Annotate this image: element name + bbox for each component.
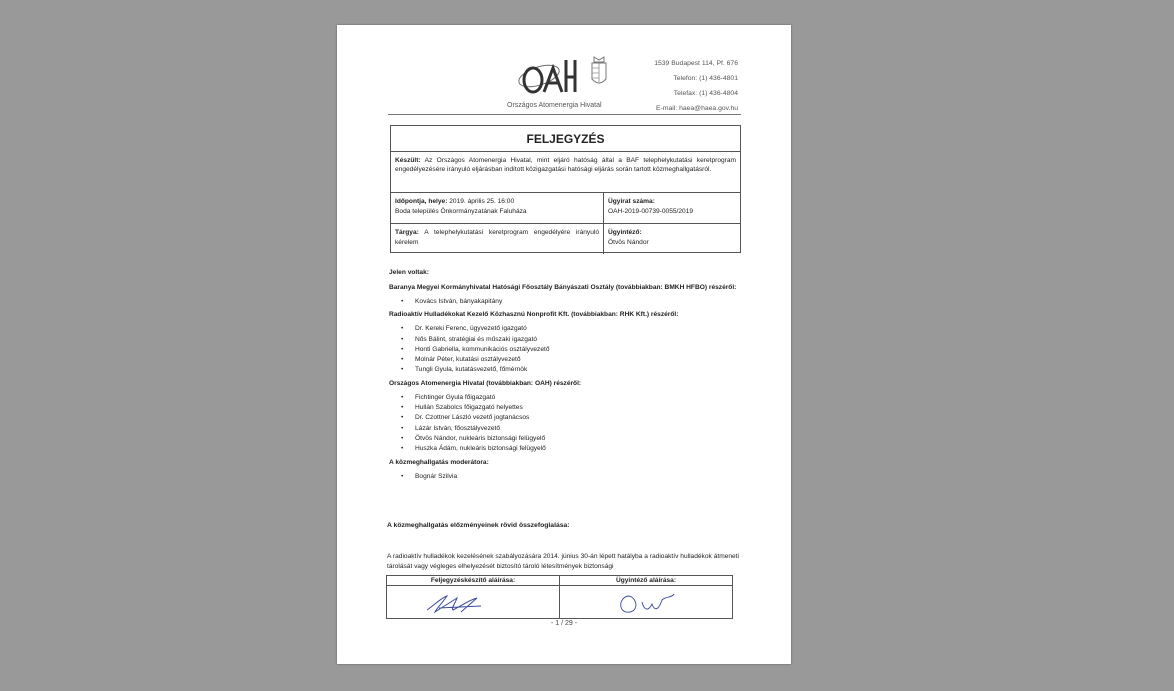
people-list: [389, 297, 741, 307]
list-item: • Lázár István, főosztályvezető: [389, 424, 741, 434]
time-cell: [391, 193, 604, 223]
people-list: [389, 324, 741, 375]
list-item: • Kovács István, bányakapitány: [389, 297, 741, 307]
document-page: [337, 25, 791, 664]
people-list: [389, 472, 741, 482]
memo-header-table: [390, 125, 741, 253]
case-cell: [604, 193, 740, 223]
org-name: Országos Atomenergia Hivatal: [507, 102, 602, 109]
list-item: • Dr. Czottner László vezető jogtanácsos: [389, 413, 741, 423]
officer-value: Ötvös Nándor: [608, 239, 649, 246]
author-signature-label: Feljegyzéskészítő aláírása:: [387, 576, 559, 586]
phone: Telefon: (1) 436-4801: [673, 75, 738, 82]
officer-label: Ügyintéző:: [608, 229, 642, 236]
list-item: • Hullán Szabolcs főigazgató helyettes: [389, 403, 741, 413]
list-item: • Tungli Gyula, kutatásvezető, főmérnök: [389, 365, 741, 375]
officer-signature-icon: [614, 588, 684, 618]
made-text: Az Országos Atomenergia Hivatal, mint eljáró hatóság által a BAF telephelykutatási keretprogram engedélyezésére irányuló eljárásban indított közigazgatási hatósági eljárás során tartott közmeghallgatásról.: [395, 157, 737, 173]
case-value: OAH-2019-00739-0055/2019: [608, 208, 694, 215]
time-value: 2019. április 25. 16:00: [449, 198, 515, 205]
author-signature-cell: [387, 576, 560, 618]
list-item: • Molnár Péter, kutatási osztályvezető: [389, 355, 741, 365]
subject-cell: [391, 224, 604, 254]
officer-signature-cell: [560, 576, 732, 618]
group-org: Radioaktív Hulladékokat Kezelő Közhasznú Nonprofit Kft. (továbbiakban: RHK Kft.) részéről:: [389, 311, 679, 319]
signature-table: [386, 575, 733, 619]
list-item: • Ötvös Nándor, nukleáris biztonsági felügyelő: [389, 434, 741, 444]
doc-title: FELJEGYZÉS: [391, 126, 740, 152]
list-item: • Nős Bálint, stratégiai és műszaki igazgató: [389, 335, 741, 345]
page-number: - 1 / 29 -: [550, 620, 578, 627]
subject-value: A telephelykutatási keretprogram engedélyére irányuló kérelem: [395, 229, 600, 246]
subject-label: Tárgya:: [395, 229, 419, 236]
author-signature-icon: [421, 588, 501, 618]
fax: Telefax: (1) 436-4804: [673, 90, 738, 97]
summary-text: A radioaktív hulladékok kezelésének szabályozására 2014. június 30-án lépett hatályba a radioaktív hulladékok átmeneti tárolását vagy végleges elhelyezését biztosító tároló létesítmények biztonsági: [387, 553, 739, 570]
case-label: Ügyirat száma:: [608, 198, 655, 205]
list-item: • Bognár Szilvia: [389, 472, 741, 482]
subject-officer-row: [391, 224, 740, 254]
group-org: Baranya Megyei Kormányhivatal Hatósági Főosztály Bányászati Osztály (továbbiakban: BMKH HFBO) részéről:: [389, 284, 737, 291]
made-label: Készült:: [395, 157, 421, 164]
oah-logo-icon: [513, 51, 609, 99]
email: E-mail: haea@haea.gov.hu: [656, 105, 738, 112]
list-item: • Dr. Kereki Ferenc, ügyvezető igazgató: [389, 324, 741, 334]
made-cell: [391, 152, 740, 193]
group-org: A közmeghallgatás moderátora:: [389, 458, 489, 466]
place-value: Boda település Önkormányzatának Faluháza: [395, 208, 527, 215]
attendees-section: [389, 268, 741, 484]
time-label: Időpontja, helye:: [395, 198, 448, 205]
list-item: • Honti Gabriella, kommunikációs osztályvezető: [389, 345, 741, 355]
people-list: [389, 393, 741, 455]
header-divider: [388, 114, 741, 115]
officer-signature-label: Ügyintéző aláírása:: [560, 576, 732, 586]
list-item: • Fichtinger Gyula főigazgató: [389, 393, 741, 403]
summary-title: A közmeghallgatás előzményeinek rövid összefoglalása:: [387, 522, 570, 529]
group-org: Országos Atomenergia Hivatal (továbbiakban: OAH) részéről:: [389, 379, 582, 387]
attendees-heading: Jelen voltak:: [389, 269, 429, 276]
list-item: • Huszka Ádám, nukleáris biztonsági felügyelő: [389, 444, 741, 454]
contact-block: [654, 56, 738, 116]
address: 1539 Budapest 114, Pf. 676: [654, 60, 738, 67]
officer-cell: [604, 224, 740, 254]
time-case-row: [391, 193, 740, 224]
